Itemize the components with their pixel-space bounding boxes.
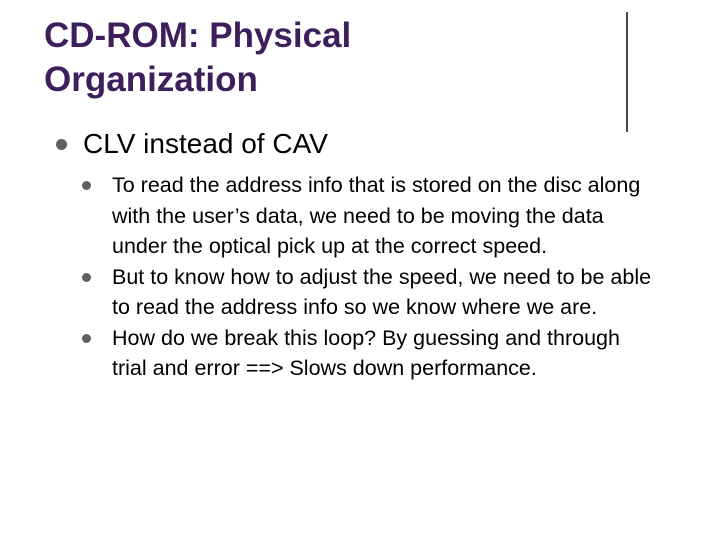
sub-bullet-list bbox=[82, 170, 652, 384]
sub-bullet-text: How do we break this loop? By guessing and through trial and error ==> Slows down performance. bbox=[112, 325, 620, 380]
bullet-text: CLV instead of CAV bbox=[83, 128, 328, 159]
bullet-dot-icon bbox=[56, 139, 67, 150]
bullet-item bbox=[56, 124, 328, 164]
sub-bullet-item bbox=[82, 262, 652, 323]
bullet-dot-icon bbox=[82, 334, 91, 343]
sub-bullet-item bbox=[82, 323, 652, 384]
bullet-dot-icon bbox=[82, 273, 91, 282]
sub-bullet-text: But to know how to adjust the speed, we need to be able to read the address info so we know where we are. bbox=[112, 264, 652, 319]
title-divider-line bbox=[626, 12, 628, 132]
sub-bullet-item bbox=[82, 170, 652, 262]
bullet-dot-icon bbox=[82, 181, 91, 190]
slide-title: CD-ROM: Physical Organization bbox=[44, 16, 352, 99]
sub-bullet-text: To read the address info that is stored on the disc along with the user’s data, we need to be moving the data under the optical pick up at the correct speed. bbox=[112, 173, 641, 258]
